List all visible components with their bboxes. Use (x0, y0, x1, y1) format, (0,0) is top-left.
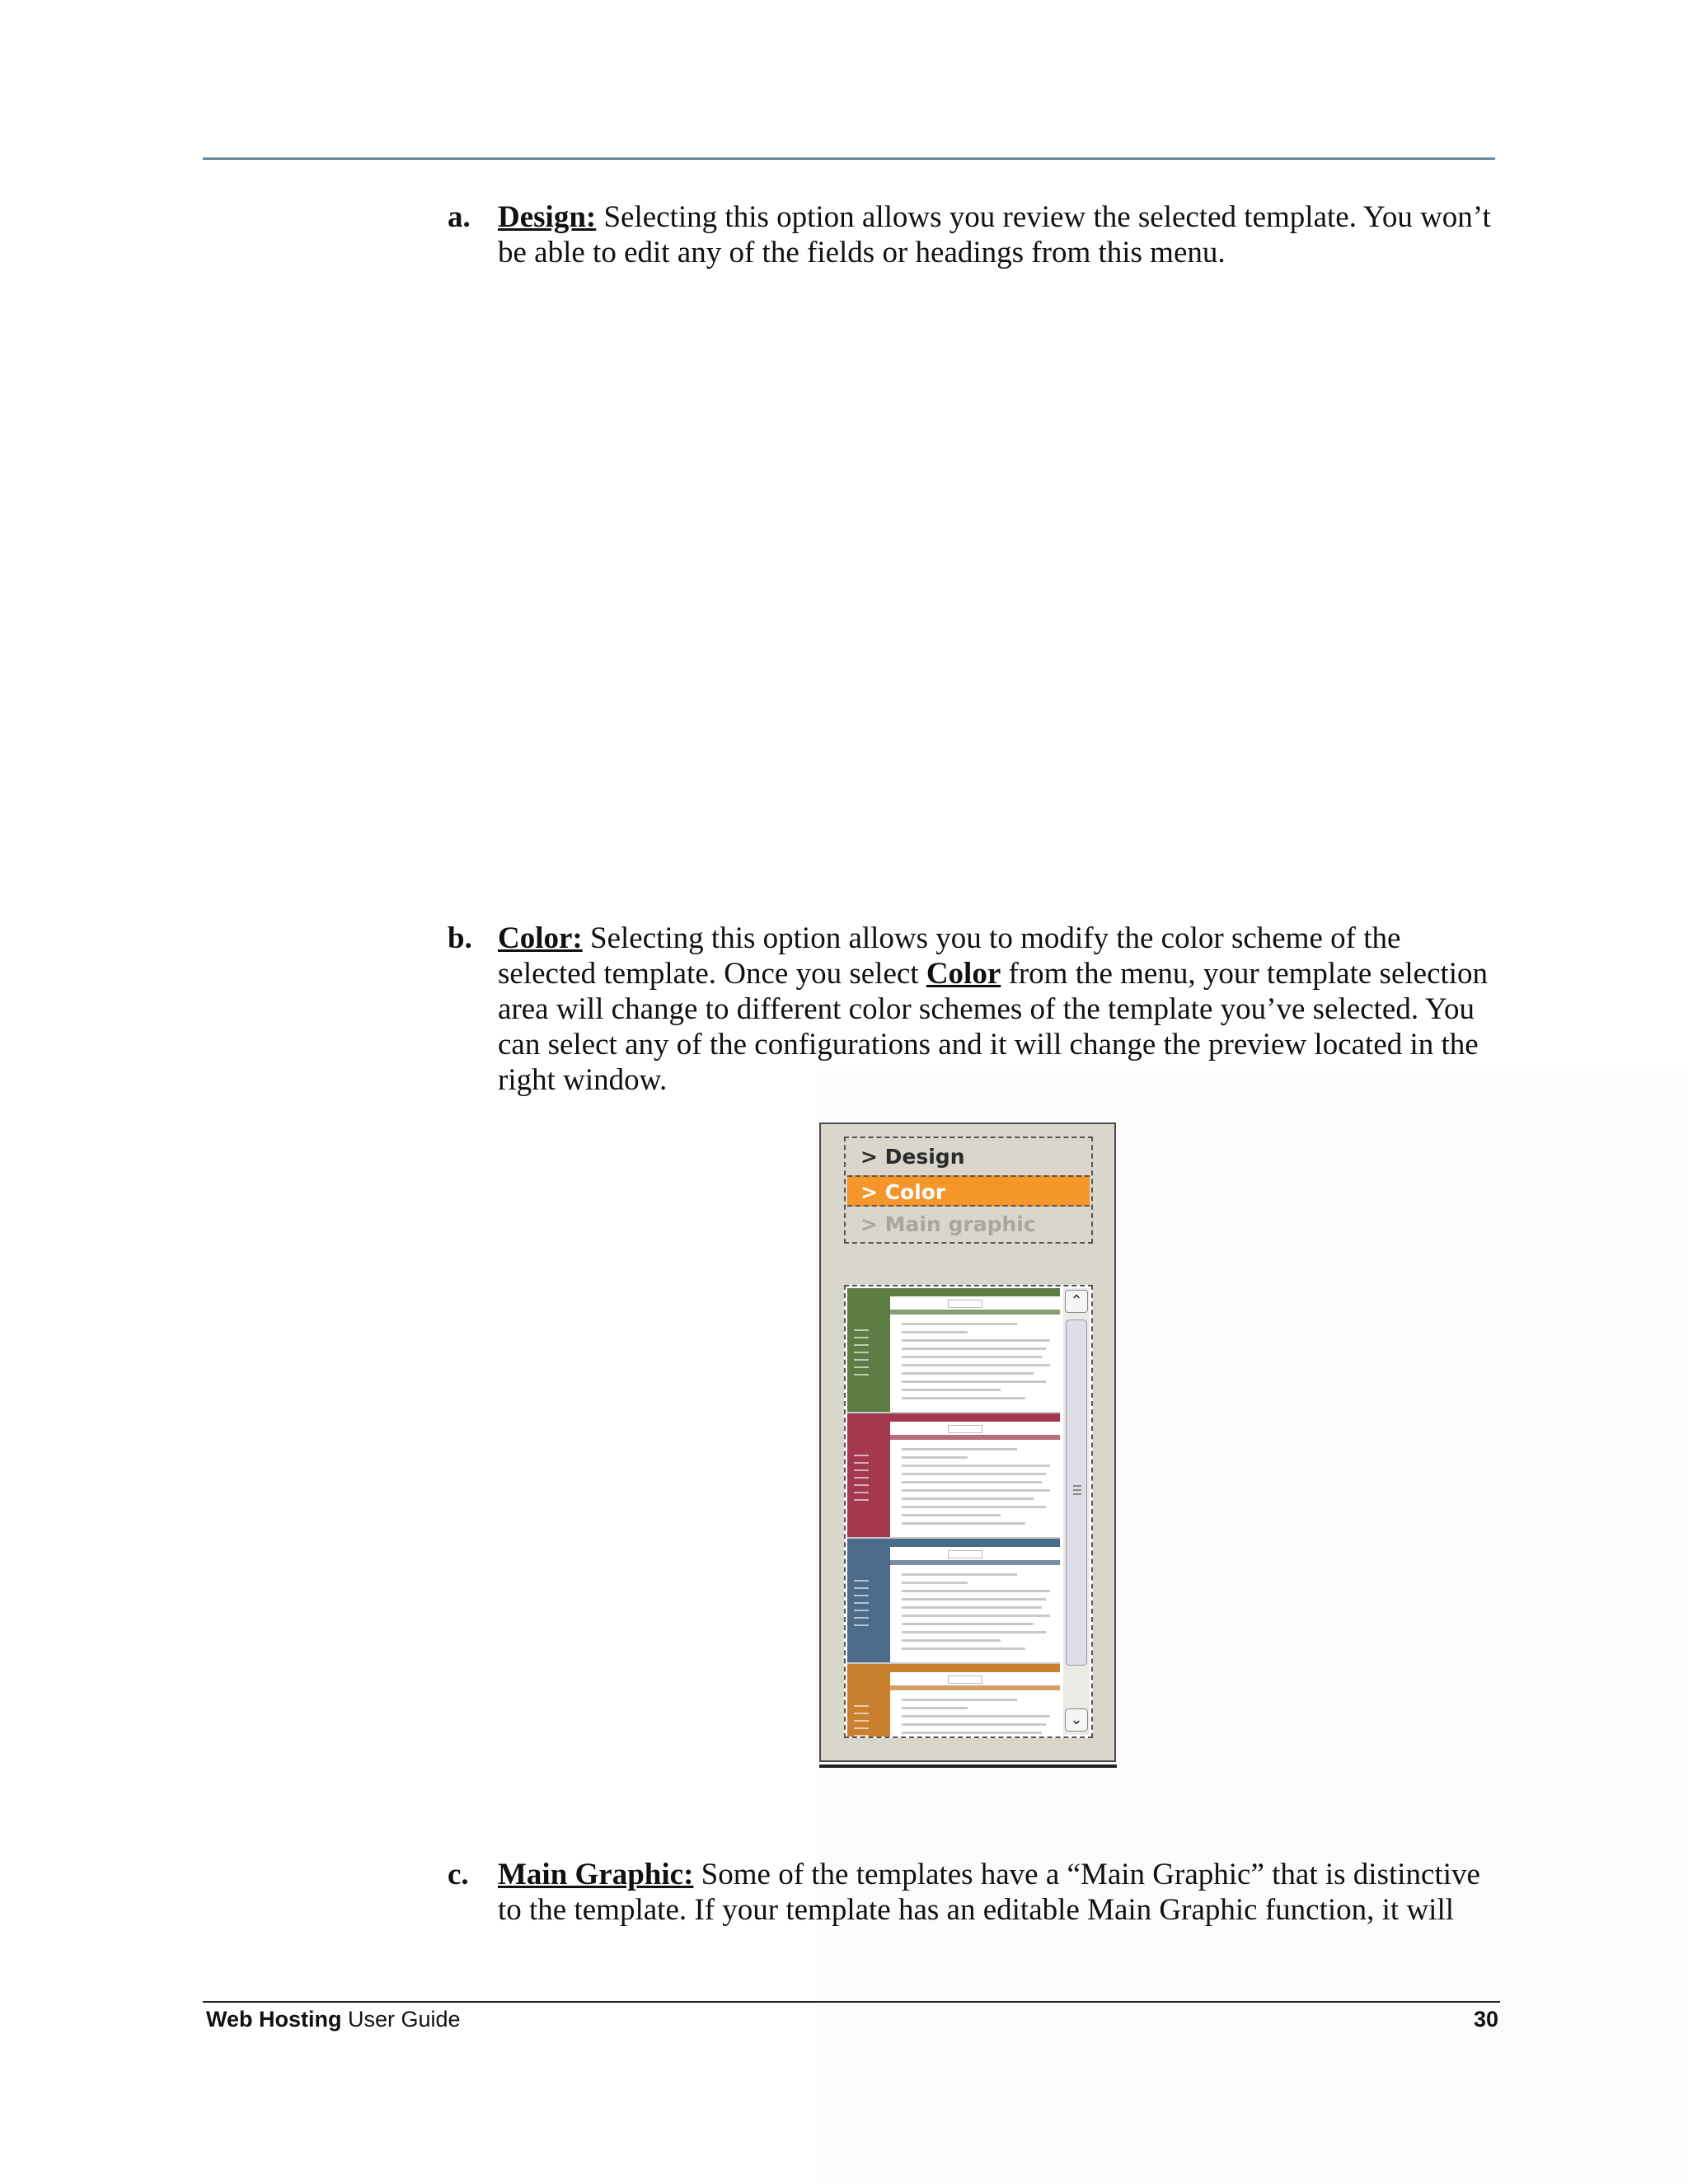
thumbnail-sidebar-link (854, 1492, 869, 1493)
item-text: Selecting this option allows you to modify the color scheme of the selected template. Once you select (498, 921, 1401, 991)
figure-underline (819, 1765, 1117, 1768)
thumbnail-text-line (902, 1715, 1050, 1718)
list-item-body (498, 1857, 1504, 1928)
thumbnail-text-line (902, 1699, 1017, 1701)
thumbnail-sidebar (847, 1413, 890, 1537)
thumbnail-text-line (902, 1473, 1046, 1475)
thumbnail-nav (890, 1435, 1060, 1440)
term-design: Design: (498, 200, 597, 234)
thumbnail-text-line (902, 1380, 1046, 1383)
thumbnail-sidebar-link (854, 1727, 869, 1729)
list-item-main-graphic (448, 1857, 1504, 1928)
thumbnail-sidebar (847, 1288, 890, 1412)
grip-line (1073, 1493, 1081, 1495)
thumbnail-text-line (902, 1465, 1050, 1467)
thumbnail-text-line (902, 1323, 1017, 1325)
thumbnail-sidebar-link (854, 1344, 869, 1346)
thumbnail-sidebar-link (854, 1484, 869, 1486)
thumbnail-orange[interactable] (847, 1664, 1060, 1738)
thumbnail-header (890, 1413, 1060, 1422)
thumbnail-sidebar (847, 1539, 890, 1662)
thumbnail-sidebar-link (854, 1713, 869, 1714)
thumbnail-text-line (902, 1489, 1050, 1492)
thumbnail-text-line (902, 1707, 968, 1709)
thumbnail-text-line (902, 1647, 1025, 1650)
thumbnail-text-line (902, 1582, 968, 1584)
thumbnail-text-line (902, 1723, 1046, 1726)
thumbnail-text-line (902, 1590, 1050, 1592)
thumbnail-text-line (902, 1615, 1050, 1617)
list-item-color (448, 921, 1504, 1098)
thumbnail-header (890, 1664, 1060, 1672)
thumbnail-text-line (902, 1339, 1050, 1342)
thumbnail-text-line (902, 1347, 1046, 1350)
item-text: from the menu, your template selection area will change to different color schemes of the template you’ve selected. You can select any of the configurations and it will change the preview located in the right window. (498, 957, 1489, 1097)
page-number: 30 (1473, 2007, 1498, 2032)
grip-line (1073, 1485, 1081, 1487)
thumbnail-text-line (902, 1522, 1025, 1525)
thumbnail-text-line (902, 1506, 1046, 1508)
thumbnail-text-line (902, 1598, 1046, 1601)
thumbnail-sidebar-link (854, 1617, 869, 1619)
item-text: Selecting this option allows you review the selected template. You won’t be able to edit any of the fields or headings from this menu. (498, 200, 1491, 269)
thumbnail-text-line (902, 1481, 1042, 1483)
thumbnail-header (890, 1288, 1060, 1296)
footer-guide: User Guide (341, 2007, 461, 2032)
thumbnail-blue[interactable] (847, 1539, 1060, 1665)
thumbnail-text-line (902, 1331, 968, 1333)
thumbnail-header (890, 1539, 1060, 1547)
item-text: Some of the templates have a “Main Graphic” that is distinctive to the template. If your template has an editable Main Graphic function, it will (498, 1858, 1480, 1927)
thumbnail-sidebar-link (854, 1735, 869, 1736)
thumbnail-nav (890, 1310, 1060, 1315)
thumbnail-search (948, 1550, 982, 1558)
thumbnail-text-line (902, 1456, 968, 1459)
thumbnail-sidebar-link (854, 1595, 869, 1596)
thumbnail-text-line (902, 1397, 1025, 1399)
thumbnail-sidebar-link (854, 1455, 869, 1456)
thumbnail-nav (890, 1685, 1060, 1690)
thumbnail-search (948, 1675, 982, 1684)
thumbnail-sidebar-link (854, 1610, 869, 1611)
thumbnail-sidebar-link (854, 1720, 869, 1722)
template-menu (844, 1137, 1093, 1244)
thumbnail-text-line (902, 1389, 1001, 1391)
chevron-down-icon[interactable]: ⌄ (1065, 1708, 1088, 1732)
scrollbar[interactable] (1063, 1288, 1090, 1735)
thumbnail-text-line (902, 1573, 1017, 1576)
thumbnail-sidebar-link (854, 1469, 869, 1471)
thumbnail-sidebar-link (854, 1580, 869, 1582)
menu-item-color[interactable]: > Color (847, 1175, 1090, 1207)
term-main-graphic: Main Graphic: (498, 1858, 694, 1891)
thumbnail-sidebar-link (854, 1477, 869, 1479)
template-selector-screenshot (819, 1122, 1116, 1762)
thumbnail-search (948, 1300, 982, 1308)
menu-item-main-graphic[interactable]: > Main graphic (860, 1212, 1036, 1236)
menu-item-design[interactable]: > Design (860, 1145, 965, 1169)
footer-brand: Web Hosting (206, 2007, 342, 2032)
list-marker: b. (448, 921, 472, 955)
thumbnail-text-line (902, 1356, 1042, 1358)
list-item-body (498, 199, 1504, 270)
thumbnail-sidebar-link (854, 1602, 869, 1604)
thumbnail-text-line (902, 1623, 1034, 1625)
grip-line (1073, 1489, 1081, 1491)
list-marker: a. (448, 200, 471, 234)
thumbnail-sidebar-link (854, 1352, 869, 1353)
thumbnail-text-line (902, 1606, 1042, 1609)
header-rule (203, 157, 1495, 160)
inline-term-color: Color (926, 957, 1001, 991)
thumbnail-sidebar-link (854, 1329, 869, 1331)
footer-rule (203, 2001, 1500, 2003)
thumbnail-text-line (902, 1639, 1001, 1642)
thumbnail-sidebar-link (854, 1337, 869, 1338)
thumbnail-text-line (902, 1372, 1034, 1375)
list-item-design (448, 199, 1504, 270)
thumbnail-text-line (902, 1448, 1017, 1451)
term-color: Color: (498, 921, 583, 955)
chevron-up-icon[interactable]: ⌃ (1065, 1290, 1088, 1313)
thumbnail-red[interactable] (847, 1413, 1060, 1540)
list-item-body (498, 921, 1504, 1098)
thumbnail-text-line (902, 1631, 1046, 1633)
thumbnail-text-line (902, 1497, 1034, 1500)
thumbnail-search (948, 1425, 982, 1433)
thumbnail-sidebar-link (854, 1462, 869, 1464)
list-marker: c. (448, 1858, 469, 1891)
thumbnail-nav (890, 1560, 1060, 1565)
footer-title (206, 2006, 461, 2032)
thumbnail-sidebar-link (854, 1499, 869, 1501)
thumbnail-sidebar-link (854, 1374, 869, 1376)
thumbnail-text-line (902, 1732, 1042, 1734)
color-scheme-list (844, 1285, 1093, 1738)
thumbnail-sidebar-link (854, 1366, 869, 1368)
thumbnail-green[interactable] (847, 1288, 1060, 1414)
thumbnail-sidebar-link (854, 1705, 869, 1707)
thumbnail-sidebar-link (854, 1359, 869, 1361)
thumbnail-text-line (902, 1364, 1050, 1366)
thumbnail-sidebar-link (854, 1587, 869, 1589)
scroll-thumb[interactable] (1066, 1319, 1087, 1666)
thumbnail-text-line (902, 1514, 1001, 1516)
thumbnail-sidebar-link (854, 1624, 869, 1626)
